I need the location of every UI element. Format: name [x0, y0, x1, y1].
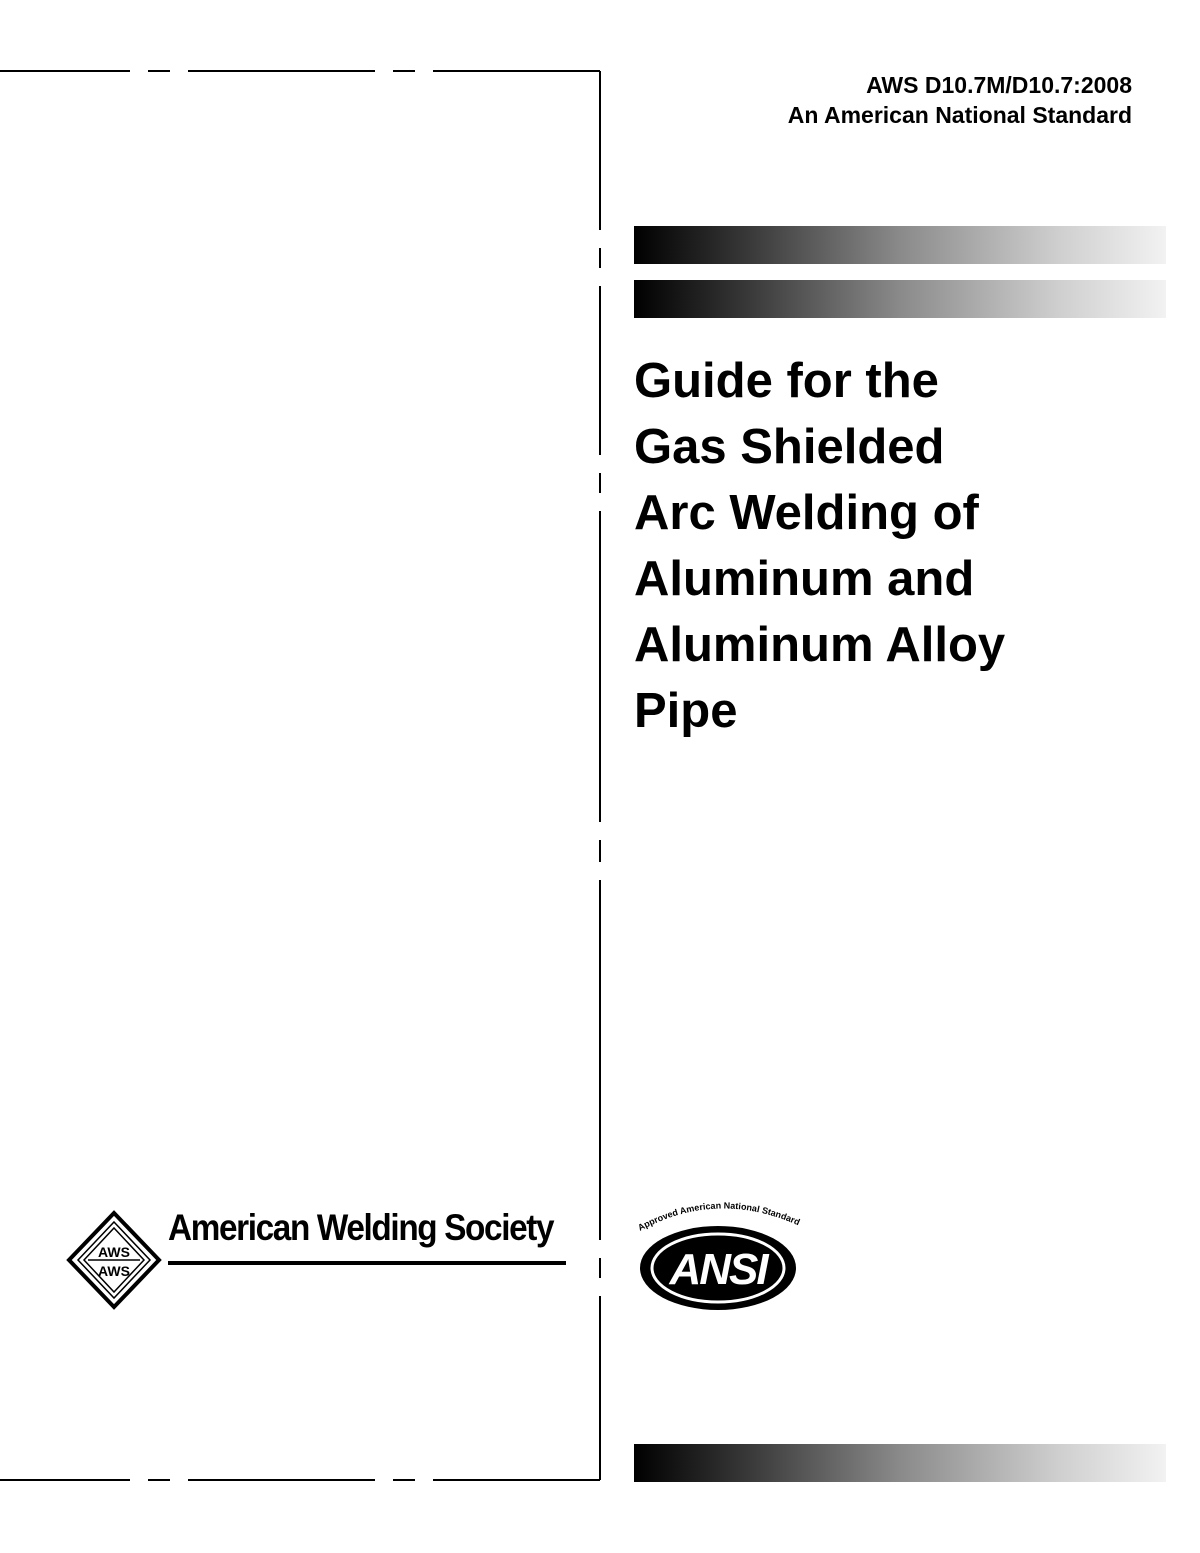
gradient-bar-top [634, 226, 1166, 264]
title-line: Guide for the [634, 354, 939, 408]
document-title [634, 348, 1154, 744]
aws-diamond-logo-icon [66, 1210, 162, 1310]
title-line: Aluminum Alloy [634, 618, 1006, 672]
standard-type: An American National Standard [787, 102, 1132, 128]
publisher-underline [168, 1261, 566, 1265]
title-line: Pipe [634, 684, 738, 738]
gradient-bar-second [634, 280, 1166, 318]
title-line: Aluminum and [634, 552, 975, 606]
aws-logo-text-mirror: AWS [98, 1263, 130, 1279]
ansi-mark: ANSI [669, 1245, 767, 1294]
standard-number: AWS D10.7M/D10.7:2008 [866, 72, 1132, 98]
standard-identifier [788, 70, 1132, 130]
title-line: Gas Shielded [634, 420, 945, 474]
ansi-seal-icon [630, 1192, 814, 1312]
aws-logo-text: AWS [98, 1244, 130, 1260]
ansi-arc-text: Approved American National Standard [636, 1200, 802, 1233]
title-line: Arc Welding of [634, 486, 979, 540]
publisher-name: American Welding Society [168, 1207, 554, 1248]
gradient-bar-bottom [634, 1444, 1166, 1482]
